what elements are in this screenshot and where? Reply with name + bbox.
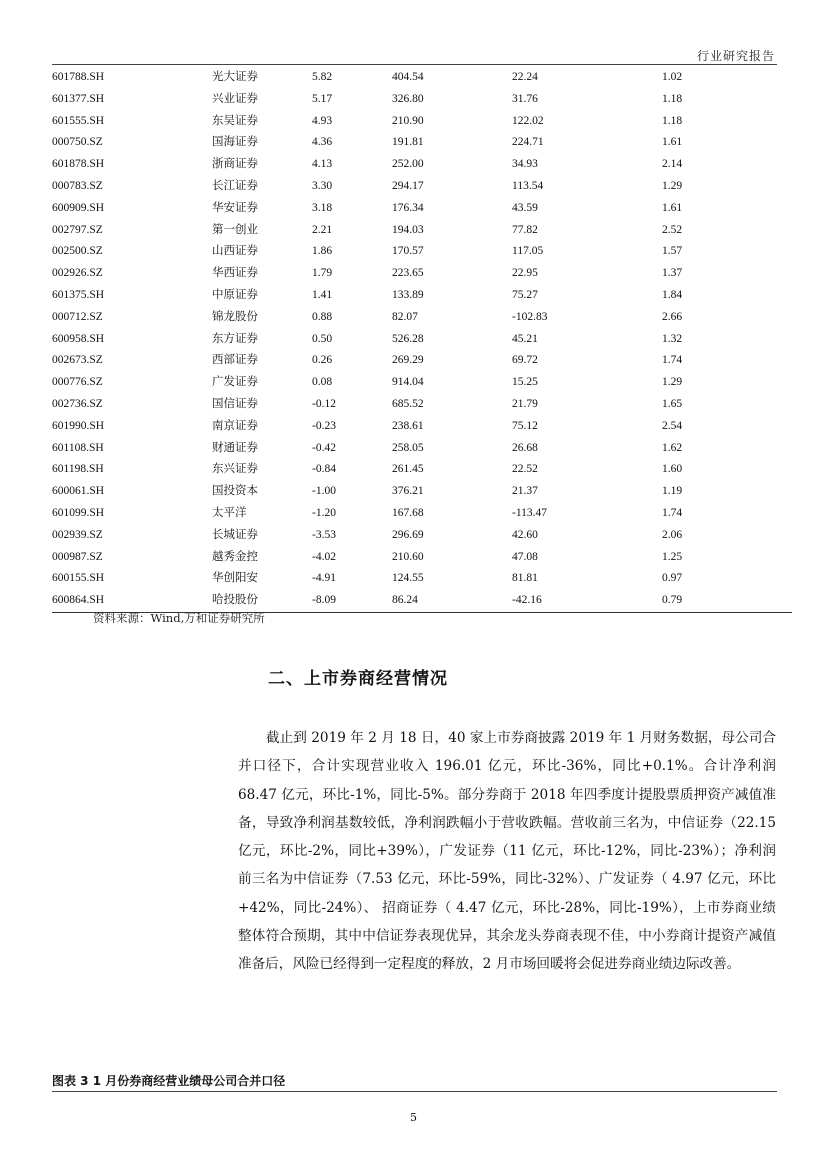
table-row — [52, 481, 792, 503]
value-1: -1.20 — [312, 506, 336, 519]
value-2: 326.80 — [392, 92, 424, 105]
value-1: -0.23 — [312, 419, 336, 432]
value-3: 22.24 — [512, 71, 538, 83]
stock-code: 601555.SH — [52, 114, 105, 127]
value-1: 4.13 — [312, 158, 333, 171]
value-3: 69.72 — [512, 354, 538, 367]
broker-name: 越秀金控 — [212, 550, 258, 563]
value-2: 194.03 — [392, 223, 424, 236]
table-row — [52, 198, 792, 220]
value-4: 1.61 — [662, 201, 683, 214]
value-4: 1.25 — [662, 550, 683, 563]
broker-name: 华西证券 — [212, 267, 258, 280]
value-4: 1.02 — [662, 71, 683, 83]
value-3: 42.60 — [512, 528, 538, 541]
value-2: 86.24 — [392, 594, 418, 607]
stock-code: 600864.SH — [52, 594, 105, 607]
value-1: 2.21 — [312, 223, 333, 236]
stock-code: 000776.SZ — [52, 376, 103, 389]
broker-name: 南京证券 — [212, 419, 258, 432]
value-3: 34.93 — [512, 158, 538, 171]
value-1: 0.08 — [312, 376, 333, 389]
value-4: 1.18 — [662, 114, 683, 127]
value-1: -3.53 — [312, 528, 336, 541]
table-row — [52, 416, 792, 438]
stock-code: 002500.SZ — [52, 245, 103, 258]
stock-code: 601990.SH — [52, 419, 105, 432]
stock-code: 601878.SH — [52, 158, 105, 171]
table-row — [52, 67, 792, 89]
value-2: 294.17 — [392, 179, 424, 192]
stock-code: 002673.SZ — [52, 354, 103, 367]
broker-name: 中原证券 — [212, 288, 258, 301]
broker-name: 太平洋 — [212, 506, 247, 519]
stock-code: 601108.SH — [52, 441, 104, 454]
value-1: -0.84 — [312, 463, 336, 476]
broker-name: 哈投股份 — [212, 594, 258, 607]
broker-name: 兴业证券 — [212, 92, 258, 105]
value-4: 0.79 — [662, 594, 683, 607]
value-4: 2.66 — [662, 310, 683, 323]
stock-code: 002939.SZ — [52, 528, 103, 541]
value-3: 31.76 — [512, 92, 538, 105]
value-1: 3.30 — [312, 179, 333, 192]
value-3: 224.71 — [512, 136, 544, 149]
source-note: 资料来源：Wind,万和证券研究所 — [93, 611, 265, 625]
value-1: 1.86 — [312, 245, 333, 258]
value-4: 2.54 — [662, 419, 683, 432]
stock-code: 002797.SZ — [52, 223, 103, 236]
value-3: 77.82 — [512, 223, 538, 236]
value-2: 252.00 — [392, 158, 424, 171]
stock-code: 600958.SH — [52, 332, 105, 345]
value-2: 82.07 — [392, 310, 418, 323]
table-row — [52, 154, 792, 176]
value-3: 81.81 — [512, 572, 538, 585]
table-row — [52, 111, 792, 133]
value-4: 1.18 — [662, 92, 683, 105]
value-3: 45.21 — [512, 332, 538, 345]
broker-name: 华安证券 — [212, 201, 258, 214]
value-4: 1.62 — [662, 441, 683, 454]
table-row — [52, 525, 792, 547]
stock-code: 000750.SZ — [52, 136, 103, 149]
value-2: 261.45 — [392, 463, 424, 476]
stock-code: 601198.SH — [52, 463, 104, 476]
value-3: -42.16 — [512, 594, 542, 607]
value-2: 210.90 — [392, 114, 424, 127]
broker-name: 山西证券 — [212, 245, 258, 258]
value-4: 0.97 — [662, 572, 683, 585]
value-4: 2.14 — [662, 158, 683, 171]
value-1: 0.26 — [312, 354, 333, 367]
stock-code: 600909.SH — [52, 201, 105, 214]
value-1: 3.18 — [312, 201, 333, 214]
stock-code: 000712.SZ — [52, 310, 103, 323]
broker-name: 锦龙股份 — [212, 310, 258, 323]
table-row — [52, 285, 792, 307]
value-1: -0.42 — [312, 441, 336, 454]
broker-name: 国海证券 — [212, 136, 258, 149]
value-1: 4.36 — [312, 136, 333, 149]
broker-name: 浙商证券 — [212, 158, 258, 171]
value-1: -8.09 — [312, 594, 336, 607]
value-1: 5.17 — [312, 92, 333, 105]
value-4: 1.65 — [662, 397, 683, 410]
value-2: 404.54 — [392, 71, 424, 83]
table-body — [52, 67, 792, 612]
table-row — [52, 547, 792, 569]
value-4: 1.29 — [662, 376, 683, 389]
broker-name: 财通证券 — [212, 441, 258, 454]
figure-caption: 图表 3 1 月份券商经营业绩母公司合并口径 — [52, 1074, 286, 1088]
value-4: 1.74 — [662, 506, 683, 519]
value-4: 1.32 — [662, 332, 683, 345]
broker-name: 广发证券 — [212, 376, 258, 389]
value-3: 43.59 — [512, 201, 538, 214]
value-1: 0.88 — [312, 310, 333, 323]
table-row — [52, 89, 792, 111]
value-4: 2.06 — [662, 528, 683, 541]
value-1: -4.02 — [312, 550, 336, 563]
table-row — [52, 590, 792, 612]
value-2: 914.04 — [392, 376, 424, 389]
stock-code: 002736.SZ — [52, 397, 103, 410]
value-2: 238.61 — [392, 419, 424, 432]
stock-code: 000987.SZ — [52, 550, 103, 563]
value-3: 122.02 — [512, 114, 544, 127]
value-4: 1.84 — [662, 288, 683, 301]
value-3: -113.47 — [512, 506, 548, 519]
table-row — [52, 132, 792, 154]
value-3: 75.12 — [512, 419, 538, 432]
table-row — [52, 176, 792, 198]
page-number: 5 — [410, 1111, 417, 1124]
stock-code: 000783.SZ — [52, 179, 103, 192]
broker-name: 第一创业 — [212, 223, 258, 236]
value-4: 1.37 — [662, 267, 683, 280]
value-3: 22.52 — [512, 463, 538, 476]
value-2: 296.69 — [392, 528, 424, 541]
broker-name: 国投资本 — [212, 485, 258, 498]
value-4: 1.29 — [662, 179, 683, 192]
value-2: 191.81 — [392, 136, 424, 149]
value-2: 167.68 — [392, 506, 424, 519]
figure-divider — [52, 1091, 777, 1092]
value-2: 210.60 — [392, 550, 424, 563]
value-2: 133.89 — [392, 288, 424, 301]
value-4: 1.61 — [662, 136, 683, 149]
table-row — [52, 307, 792, 329]
broker-name: 长江证券 — [212, 179, 258, 192]
value-3: 22.95 — [512, 267, 538, 280]
stock-code: 002926.SZ — [52, 267, 103, 280]
value-3: 113.54 — [512, 179, 544, 192]
broker-name: 西部证券 — [212, 354, 258, 367]
value-3: 26.68 — [512, 441, 538, 454]
stock-code: 600061.SH — [52, 485, 105, 498]
stock-code: 601375.SH — [52, 288, 105, 301]
table-row — [52, 394, 792, 416]
table-row — [52, 459, 792, 481]
value-1: 1.79 — [312, 267, 333, 280]
value-2: 124.55 — [392, 572, 424, 585]
broker-name: 东方证券 — [212, 332, 258, 345]
table-row — [52, 350, 792, 372]
value-3: 75.27 — [512, 288, 538, 301]
broker-name: 光大证券 — [212, 71, 258, 83]
value-2: 269.29 — [392, 354, 424, 367]
table-row — [52, 263, 792, 285]
value-4: 1.74 — [662, 354, 683, 367]
broker-name: 东兴证券 — [212, 463, 258, 476]
broker-data-table — [52, 67, 792, 612]
broker-name: 东吴证券 — [212, 114, 258, 127]
value-2: 685.52 — [392, 397, 424, 410]
stock-code: 601099.SH — [52, 506, 105, 519]
value-4: 2.52 — [662, 223, 683, 236]
value-3: -102.83 — [512, 310, 548, 323]
value-2: 526.28 — [392, 332, 424, 345]
stock-code: 601788.SH — [52, 71, 105, 83]
value-3: 15.25 — [512, 376, 538, 389]
value-4: 1.19 — [662, 485, 683, 498]
value-1: 5.82 — [312, 71, 333, 83]
value-4: 1.57 — [662, 245, 683, 258]
value-1: -1.00 — [312, 485, 336, 498]
value-2: 258.05 — [392, 441, 424, 454]
header-divider — [52, 64, 777, 65]
value-1: 4.93 — [312, 114, 333, 127]
broker-name: 华创阳安 — [212, 572, 258, 585]
broker-data-table-wrapper — [52, 67, 792, 613]
stock-code: 601377.SH — [52, 92, 105, 105]
value-2: 223.65 — [392, 267, 424, 280]
table-row — [52, 503, 792, 525]
value-3: 47.08 — [512, 550, 538, 563]
report-type-label: 行业研究报告 — [696, 49, 775, 63]
value-2: 170.57 — [392, 245, 424, 258]
table-row — [52, 220, 792, 242]
table-row — [52, 329, 792, 351]
value-2: 376.21 — [392, 485, 424, 498]
broker-name: 长城证券 — [212, 528, 258, 541]
value-1: -4.91 — [312, 572, 336, 585]
value-3: 117.05 — [512, 245, 544, 258]
stock-code: 600155.SH — [52, 572, 105, 585]
section-paragraph: 截止到 2019 年 2 月 18 日，40 家上市券商披露 2019 年 1 月财务数据，母公司合并口径下，合计实现营业收入 196.01 亿元，环比-36%，同比+0.1%。合计净利润 68.47 亿元，环比-1%，同比-5%。部分券商于 2018 年四季度计提股票质押资产减值准备，导致净利润基数较低，净利润跌幅小于营收跌幅。营收前三名为，中信证券（22.15 亿元，环比-2%，同比+39%），广发证券（11 亿元，环比-12%，同比-23%）；净利润前三名为中信证券（7.53 亿元，环比-59%，同比-32%）、广发证券（ 4.97 亿元，环比+42%，同比-24%）、 招商证券（ 4.47 亿元，环比-28%，同比-19%），上市券商业绩整体符合预期，其中中信证券表现优异，其余龙头券商表现不佳，中小券商计提资产减值准备后，风险已经得到一定程度的释放，2 月市场回暖将会促进券商业绩边际改善。 — [238, 730, 776, 973]
value-1: 1.41 — [312, 288, 333, 301]
value-1: 0.50 — [312, 332, 333, 345]
table-row — [52, 568, 792, 590]
table-row — [52, 241, 792, 263]
value-3: 21.79 — [512, 397, 538, 410]
section-title: 二、上市券商经营情况 — [268, 669, 448, 689]
table-row — [52, 372, 792, 394]
broker-name: 国信证券 — [212, 397, 258, 410]
value-2: 176.34 — [392, 201, 424, 214]
value-1: -0.12 — [312, 397, 336, 410]
table-row — [52, 438, 792, 460]
value-4: 1.60 — [662, 463, 683, 476]
value-3: 21.37 — [512, 485, 538, 498]
